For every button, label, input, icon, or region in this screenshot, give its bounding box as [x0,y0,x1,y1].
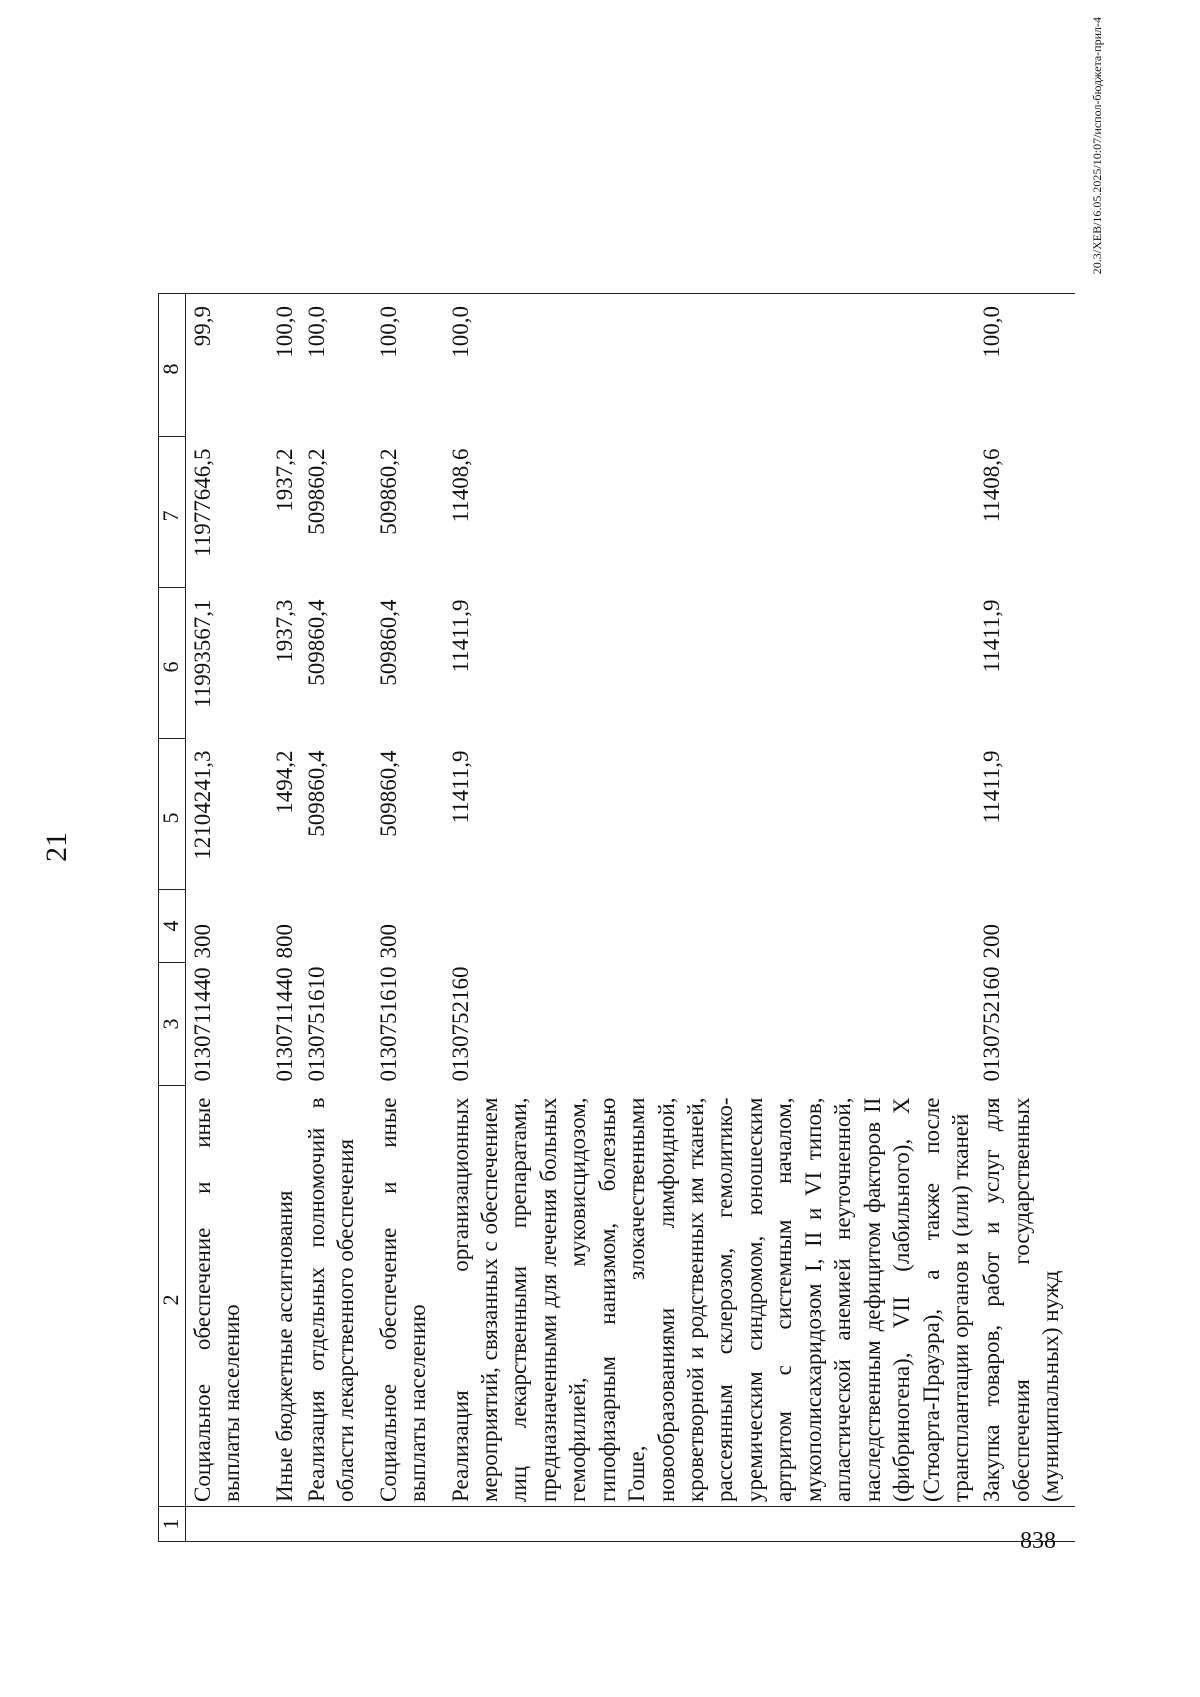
header-col-1: 1 [159,1507,186,1542]
header-row [159,294,186,1542]
expense-type-cell [444,890,976,963]
value-col-8: 100,0 [975,294,1075,437]
table-body [186,294,1076,1542]
value-col-8: 100,0 [444,294,976,437]
header-col-6: 6 [159,588,186,739]
table-row [975,294,1075,1542]
code-cell: 0130752160 [447,966,473,1082]
value-col-8: 100,0 [372,294,444,437]
value-col-7: 509860,2 [303,448,329,535]
header-col-4: 4 [159,890,186,963]
value-col-7: 11977646,5 [190,448,215,557]
table-header [159,294,186,1542]
table-row [372,294,444,1542]
value-col-6: 1937,3 [271,599,297,663]
table-row [186,294,268,1542]
description-cell: Социальное обеспечение и иные выплаты населению [375,1097,430,1502]
code-cell: 0130711440 [271,967,297,1082]
header-col-7: 7 [159,437,186,588]
value-col-7: 509860,2 [375,448,401,535]
expense-type-cell: 300 [190,924,215,959]
code-cell: 0130751610 [303,966,329,1082]
page-number: 21 [40,832,73,862]
row-number-cell [268,1507,300,1542]
description-cell: Реализация отдельных полномочий в области лекарственного обеспечения [303,1097,358,1502]
expense-type-cell: 300 [375,924,401,959]
value-col-8: 100,0 [300,294,372,437]
value-col-8: 100,0 [268,294,300,437]
header-col-3: 3 [159,963,186,1086]
value-col-6: 11411,9 [447,599,473,673]
row-number-cell [300,1507,372,1542]
header-col-2: 2 [159,1086,186,1507]
value-col-6: 509860,4 [375,599,401,686]
code-cell: 0130751610 [375,966,401,1082]
value-col-6: 11993567,1 [190,599,215,708]
value-col-5: 509860,4 [375,750,401,837]
table-row [444,294,976,1542]
page-total-number: 838 [1020,1528,1056,1554]
value-col-5: 11411,9 [447,750,473,824]
expense-type-cell [300,890,372,963]
expense-type-cell: 200 [979,924,1005,959]
value-col-7: 11408,6 [447,448,473,523]
description-cell: Закупка товаров, работ и услуг для обеспечения государственных (муниципальных) нужд [979,1097,1064,1502]
value-col-7: 1937,2 [271,448,297,512]
code-cell: 0130752160 [979,966,1005,1082]
footer-note: 20.3/ХЕВ/16.05.2025/10:07/испол-бюджета-прил-4 [1090,17,1104,275]
value-col-6: 509860,4 [303,599,329,686]
budget-table [158,293,1075,1542]
row-number-cell [186,1507,268,1542]
table-row [300,294,372,1542]
description-cell: Иные бюджетные ассигнования [271,1190,297,1502]
value-col-5: 509860,4 [303,750,329,837]
value-col-5: 12104241,3 [190,750,215,860]
value-col-5: 1494,2 [271,750,297,814]
description-cell: Реализация организационных мероприятий, связанных с обеспечением лиц лекарственными препаратами, предназначенными для лечения больных гемофилией, муковисцидозом, гипофизарным нанизмом, болезнью Гоше, злокачественными новообразованиями лимфоидной, кроветворной и родственных им тканей, рассеянным склерозом, гемолитико-уремическим синдромом, юношеским артритом с системным началом, мукополисахаридозом I, II и VI типов, апластической анемией неуточненной, наследственным дефицитом факторов II (фибриногена), VII (лабильного), X (Стюарта-Прауэра), а также после трансплантации органов и (или) тканей [447,1097,973,1502]
header-col-5: 5 [159,739,186,890]
value-col-6: 11411,9 [979,599,1005,673]
code-cell: 0130711440 [190,967,215,1082]
description-cell: Социальное обеспечение и иные выплаты населению [190,1097,245,1502]
row-number-cell [372,1507,444,1542]
table-row [268,294,300,1542]
row-number-cell [444,1507,976,1542]
value-col-8: 99,9 [186,294,268,437]
header-col-8: 8 [159,294,186,437]
expense-type-cell: 800 [271,924,297,959]
value-col-5: 11411,9 [979,750,1005,824]
value-col-7: 11408,6 [979,448,1005,523]
